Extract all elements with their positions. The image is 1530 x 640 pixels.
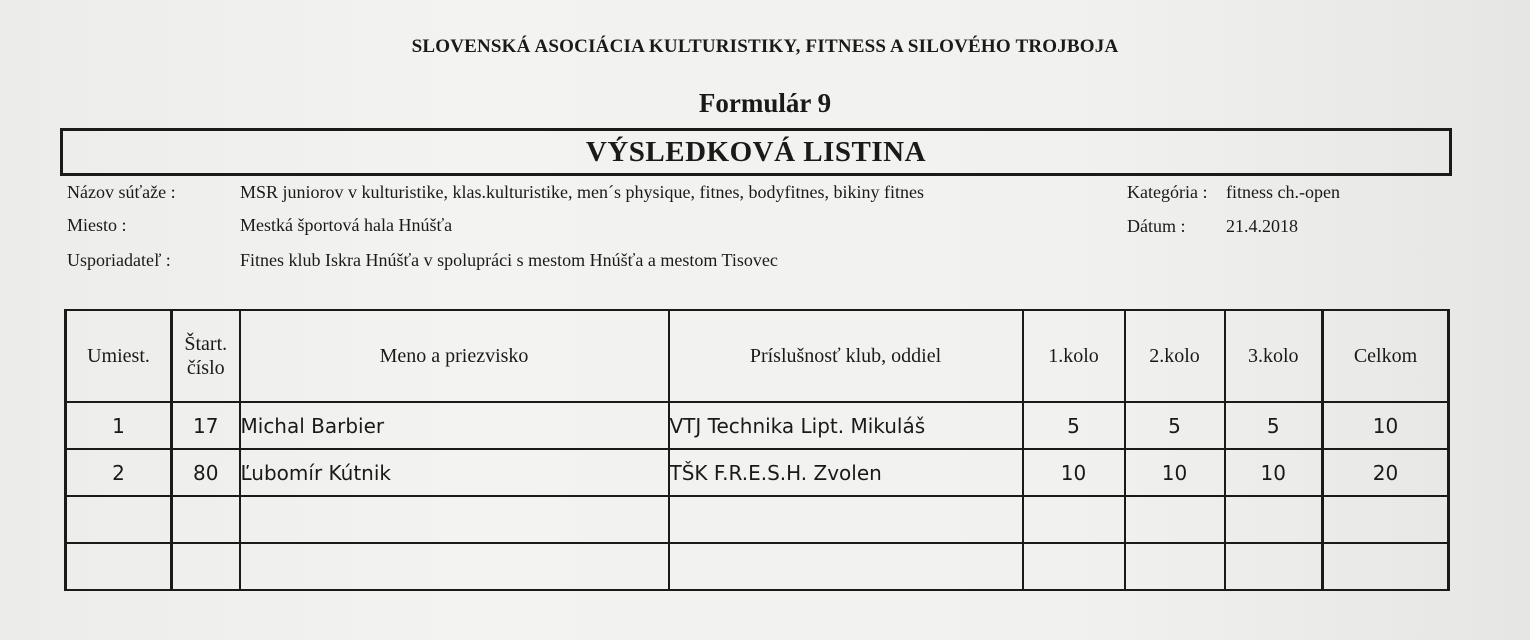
cell-club: VTJ Technika Lipt. Mikuláš: [669, 402, 1023, 449]
empty-cell: [1323, 496, 1449, 543]
empty-cell: [240, 496, 669, 543]
empty-cell: [66, 543, 172, 590]
cell-name: Ľubomír Kútnik: [240, 449, 669, 496]
empty-cell: [1023, 543, 1125, 590]
category-label: Kategória :: [1127, 182, 1208, 202]
table-header-row: [66, 310, 1449, 402]
cell-round3: 5: [1225, 402, 1323, 449]
empty-cell: [1323, 543, 1449, 590]
cell-place: 2: [66, 449, 172, 496]
form-number: Formulár 9: [698, 88, 832, 118]
organizer-label: Usporiadateľ :: [67, 250, 171, 270]
cell-round1: 10: [1023, 449, 1125, 496]
header-start-number: [172, 310, 240, 402]
empty-cell: [1225, 496, 1323, 543]
empty-cell: [1023, 496, 1125, 543]
empty-cell: [172, 496, 240, 543]
header-start-number-line1: Štart.: [184, 333, 228, 355]
empty-cell: [669, 496, 1023, 543]
cell-start-number: 80: [172, 449, 240, 496]
cell-total: 20: [1323, 449, 1449, 496]
empty-cell: [172, 543, 240, 590]
header-club: Príslušnosť klub, oddiel: [669, 310, 1023, 402]
empty-cell: [66, 496, 172, 543]
header-round2: 2.kolo: [1125, 310, 1225, 402]
header-name: Meno a priezvisko: [240, 310, 669, 402]
cell-round2: 5: [1125, 402, 1225, 449]
empty-cell: [1125, 543, 1225, 590]
cell-round1: 5: [1023, 402, 1125, 449]
header-total: Celkom: [1323, 310, 1449, 402]
header-round1: 1.kolo: [1023, 310, 1125, 402]
cell-total: 10: [1323, 402, 1449, 449]
header-start-number-line2: číslo: [186, 357, 225, 379]
cell-round3: 10: [1225, 449, 1323, 496]
empty-cell: [669, 543, 1023, 590]
competition-label: Názov súťaže :: [67, 182, 176, 202]
document-title: VÝSLEDKOVÁ LISTINA: [585, 135, 927, 168]
place-value: Mestká športová hala Hnúšťa: [240, 215, 453, 235]
empty-cell: [1225, 543, 1323, 590]
empty-cell: [240, 543, 669, 590]
empty-cell: [1125, 496, 1225, 543]
header-round3: 3.kolo: [1225, 310, 1323, 402]
cell-name: Michal Barbier: [240, 402, 669, 449]
table-row-empty: [66, 496, 1449, 543]
cell-start-number: 17: [172, 402, 240, 449]
cell-place: 1: [66, 402, 172, 449]
date-label: Dátum :: [1127, 216, 1186, 236]
table-row-empty: [66, 543, 1449, 590]
organizer-value: Fitnes klub Iskra Hnúšťa v spolupráci s mestom Hnúšťa a mestom Tisovec: [240, 250, 778, 270]
header-place: Umiest.: [66, 310, 172, 402]
table-row: [66, 449, 1449, 496]
cell-club: TŠK F.R.E.S.H. Zvolen: [669, 449, 1023, 496]
competition-value: MSR juniorov v kulturistike, klas.kulturistike, men´s physique, fitnes, bodyfitnes, bikiny fitnes: [240, 182, 924, 202]
organization-heading: SLOVENSKÁ ASOCIÁCIA KULTURISTIKY, FITNESS A SILOVÉHO TROJBOJA: [411, 36, 1119, 57]
results-table: [64, 309, 1450, 591]
place-label: Miesto :: [67, 215, 127, 235]
category-value: fitness ch.-open: [1226, 182, 1340, 202]
cell-round2: 10: [1125, 449, 1225, 496]
table-row: [66, 402, 1449, 449]
title-box: [60, 128, 1452, 176]
date-value: 21.4.2018: [1226, 216, 1298, 236]
